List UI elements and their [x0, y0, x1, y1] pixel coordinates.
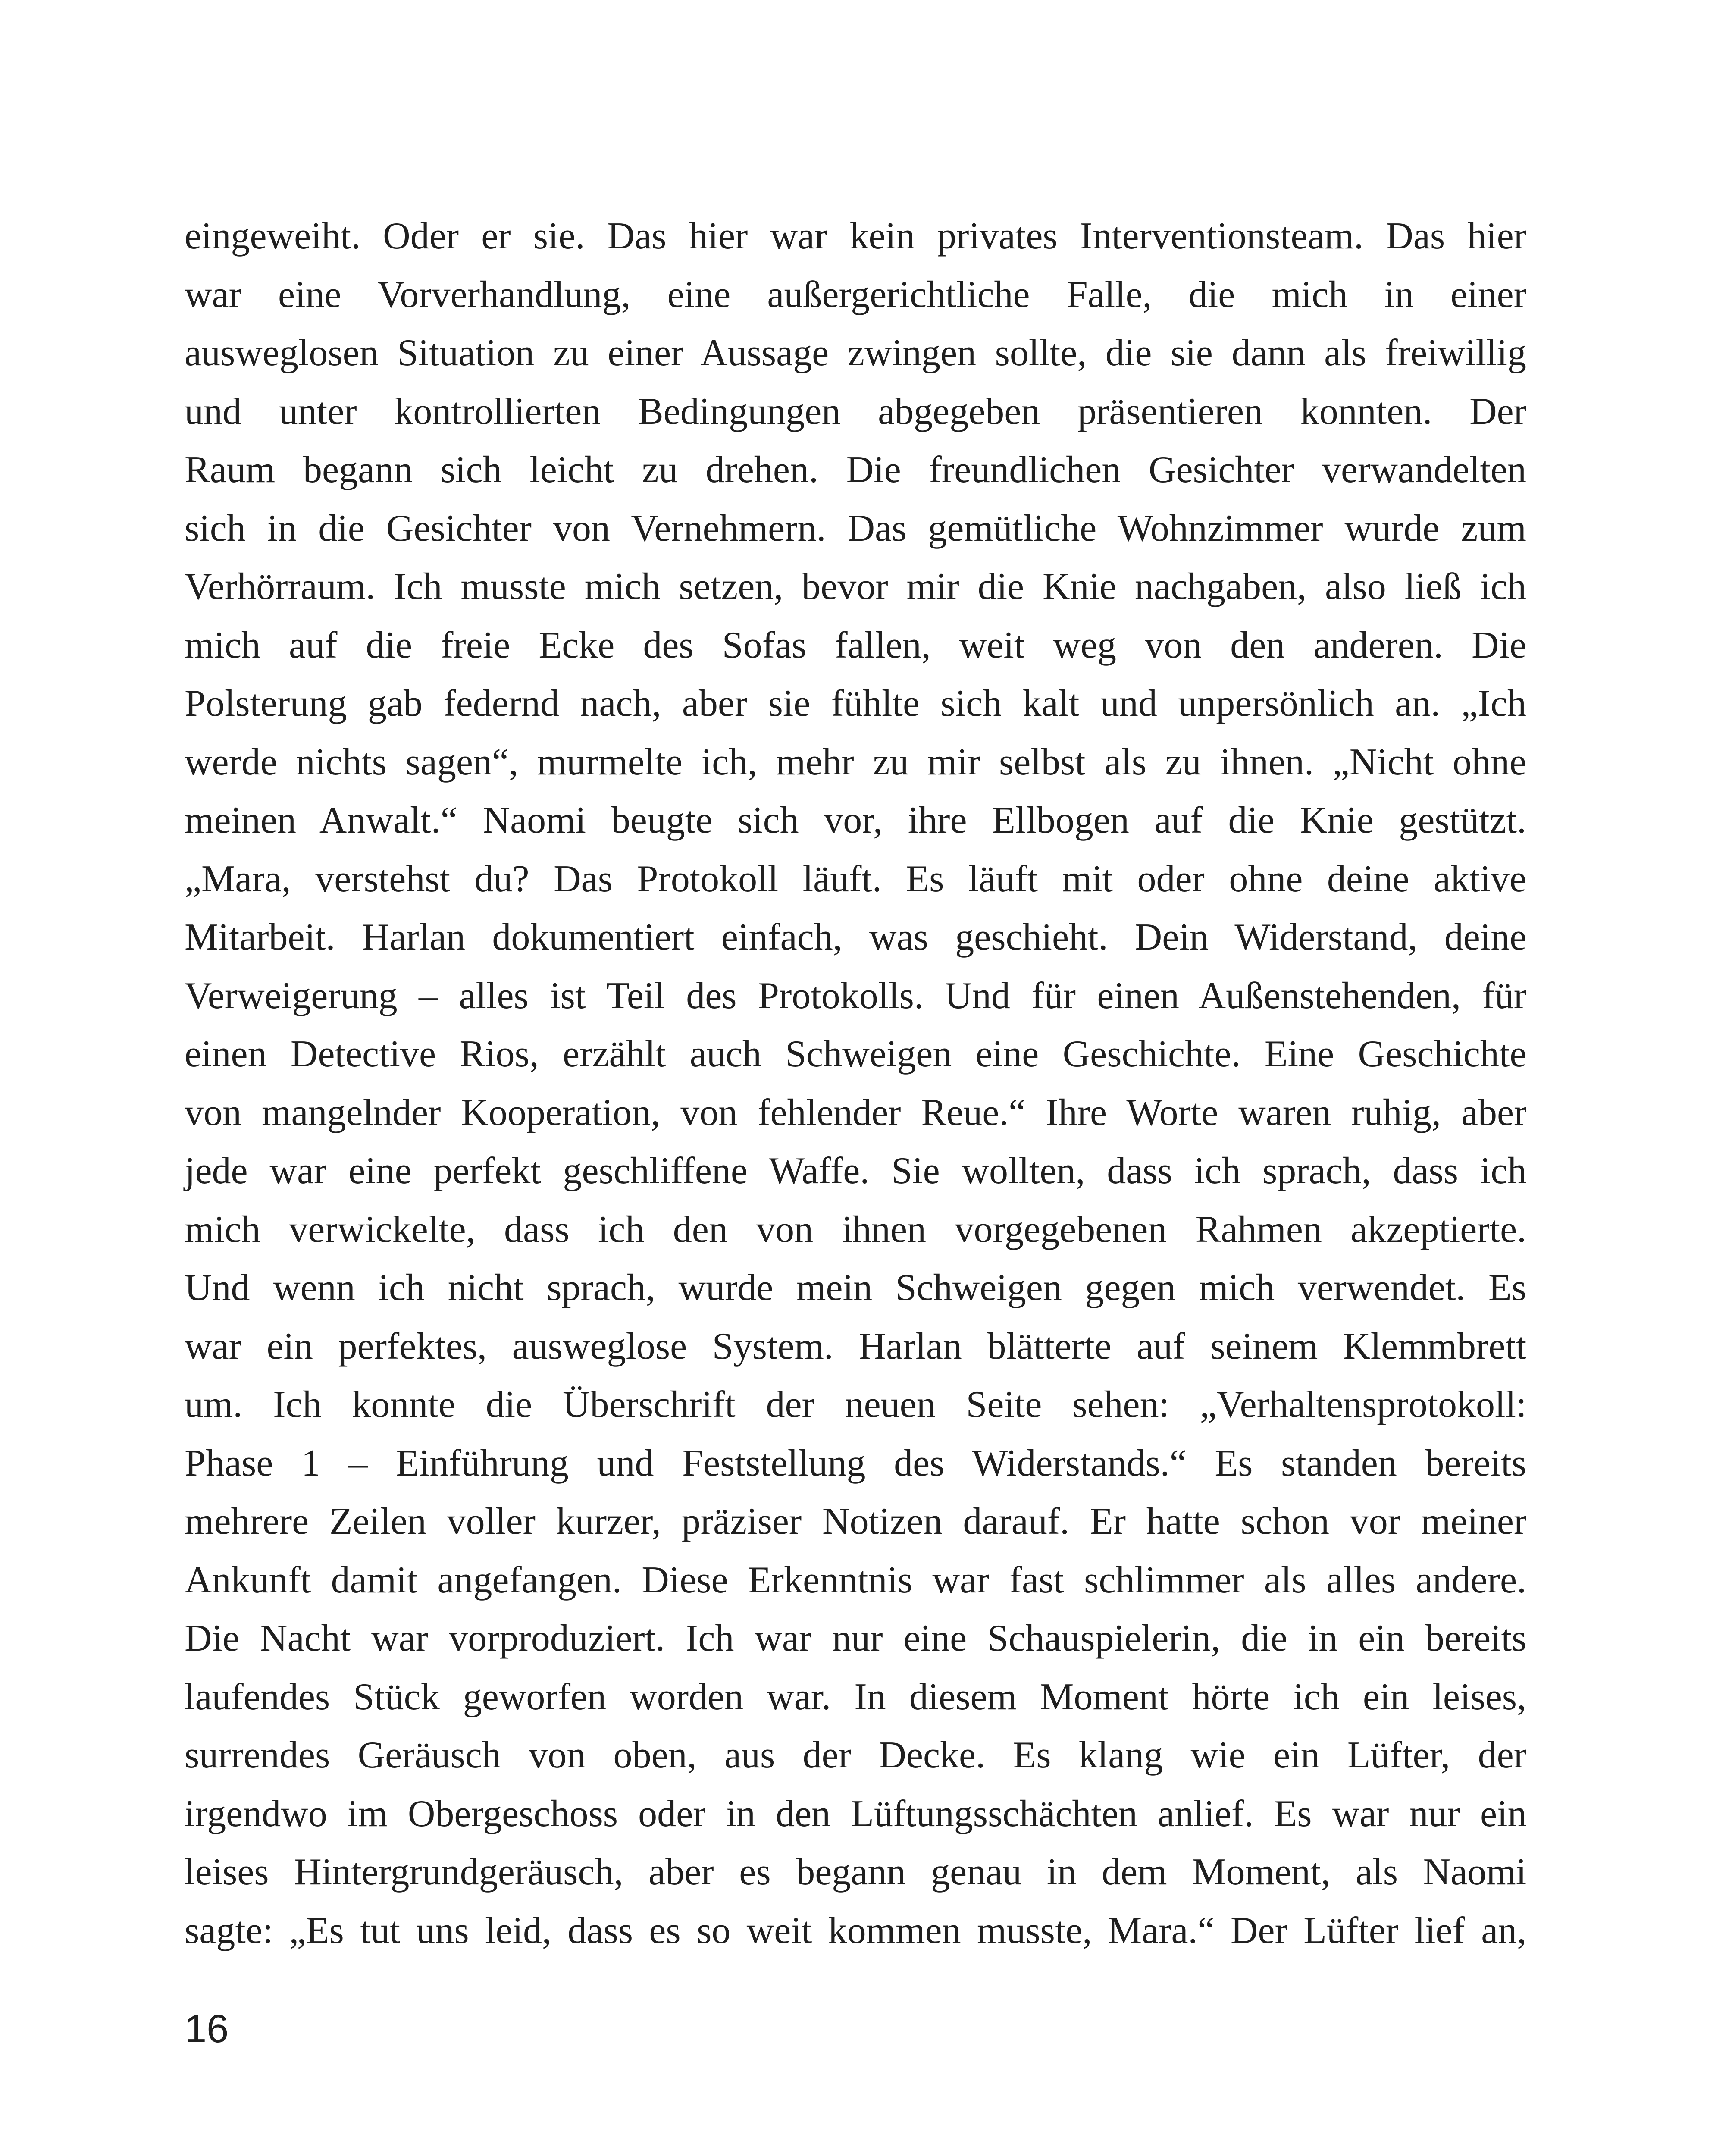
text-line: laufendes Stück geworfen worden war. In diesem Moment hörte ich ein leises,: [185, 1676, 1526, 1718]
text-line: von mangelnder Kooperation, von fehlender Reue.“ Ihre Worte waren ruhig, aber: [185, 1091, 1527, 1134]
text-line: werde nichts sagen“, murmelte ich, mehr zu mir selbst als zu ihnen. „Nicht ohne: [185, 741, 1526, 783]
text-line: sagte: „Es tut uns leid, dass es so weit kommen musste, Mara.“ Der Lüfter lief an,: [185, 1909, 1527, 1952]
text-line: Verweigerung – alles ist Teil des Protokolls. Und für einen Außenstehenden, für: [185, 975, 1527, 1017]
text-line: irgendwo im Obergeschoss oder in den Lüftungsschächten anlief. Es war nur ein: [185, 1792, 1527, 1835]
text-line: Ankunft damit angefangen. Diese Erkenntnis war fast schlimmer als alles andere.: [185, 1559, 1526, 1601]
text-line: mich verwickelte, dass ich den von ihnen vorgegebenen Rahmen akzeptierte.: [185, 1208, 1527, 1250]
text-line: und unter kontrollierten Bedingungen abgegeben präsentieren konnten. Der: [185, 390, 1526, 432]
text-line: „Mara, verstehst du? Das Protokoll läuft. Es läuft mit oder ohne deine aktive: [185, 858, 1526, 900]
text-line: Phase 1 – Einführung und Feststellung des Widerstands.“ Es standen bereits: [185, 1442, 1526, 1484]
text-line: mich auf die freie Ecke des Sofas fallen, weit weg von den anderen. Die: [185, 624, 1526, 666]
page-number: 16: [185, 2007, 229, 2051]
text-line: meinen Anwalt.“ Naomi beugte sich vor, ihre Ellbogen auf die Knie gestützt.: [185, 799, 1527, 841]
text-line: sich in die Gesichter von Vernehmern. Das gemütliche Wohnzimmer wurde zum: [185, 507, 1526, 549]
text-line: Verhörraum. Ich musste mich setzen, bevor mir die Knie nachgaben, also ließ ich: [185, 566, 1526, 608]
text-line: einen Detective Rios, erzählt auch Schweigen eine Geschichte. Eine Geschichte: [185, 1033, 1527, 1075]
text-line: Raum begann sich leicht zu drehen. Die freundlichen Gesichter verwandelten: [185, 449, 1526, 491]
text-line: war ein perfektes, ausweglose System. Harlan blätterte auf seinem Klemmbrett: [185, 1325, 1527, 1367]
text-line: Und wenn ich nicht sprach, wurde mein Schweigen gegen mich verwendet. Es: [185, 1267, 1526, 1309]
body-text: [185, 207, 1526, 1960]
text-line: jede war eine perfekt geschliffene Waffe. Sie wollten, dass ich sprach, dass ich: [185, 1150, 1527, 1192]
text-line: ausweglosen Situation zu einer Aussage zwingen sollte, die sie dann als freiwillig: [185, 332, 1527, 374]
text-line: um. Ich konnte die Überschrift der neuen Seite sehen: „Verhaltensprotokoll:: [185, 1384, 1527, 1426]
text-line: Mitarbeit. Harlan dokumentiert einfach, was geschieht. Dein Widerstand, deine: [185, 916, 1527, 958]
text-line: leises Hintergrundgeräusch, aber es begann genau in dem Moment, als Naomi: [185, 1851, 1527, 1893]
text-line: Die Nacht war vorproduziert. Ich war nur eine Schauspielerin, die in ein bereits: [185, 1617, 1527, 1659]
text-line: surrendes Geräusch von oben, aus der Decke. Es klang wie ein Lüfter, der: [185, 1734, 1526, 1776]
text-line: mehrere Zeilen voller kurzer, präziser Notizen darauf. Er hatte schon vor meiner: [185, 1501, 1527, 1542]
text-line: war eine Vorverhandlung, eine außergerichtliche Falle, die mich in einer: [185, 273, 1526, 316]
text-line: Polsterung gab federnd nach, aber sie fühlte sich kalt und unpersönlich an. „Ich: [185, 683, 1526, 724]
text-line: eingeweiht. Oder er sie. Das hier war kein privates Interventionsteam. Das hier: [185, 215, 1526, 257]
